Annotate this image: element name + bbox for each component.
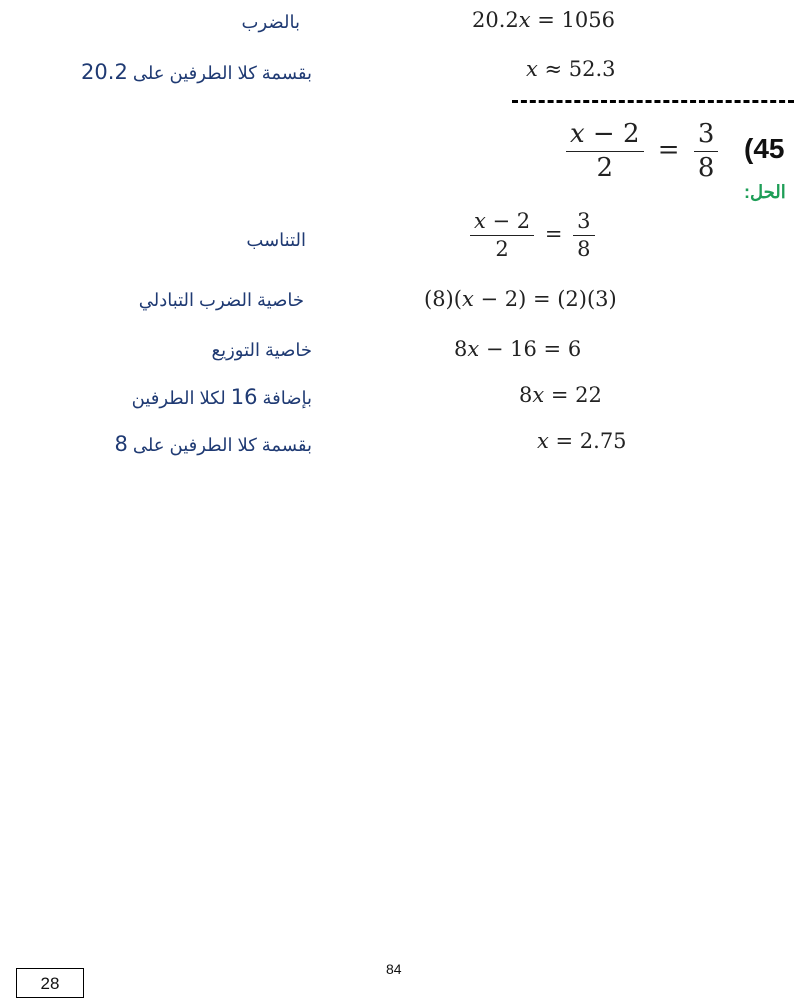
label-prev-1: بالضرب [241, 12, 300, 32]
question-number: (45 [744, 133, 785, 164]
equation-prev-1: 20.2x = 1056 [472, 8, 615, 32]
step-1-equation: $\frac{x - 2}{2}$ = $\frac{3}{8}$ [470, 210, 595, 261]
page-number: 84 [386, 961, 402, 977]
question-equation: $\frac{x - 2}{2}$ = $\frac{3}{8}$ [566, 120, 718, 182]
step-3-label: خاصية التوزيع [211, 340, 312, 360]
step-4-equation: 8x = 22 [519, 383, 602, 407]
separator-dashed-line [512, 100, 794, 103]
section-number-box: 28 [16, 968, 84, 998]
label-prev-2: بقسمة كلا الطرفين على 20.2 [81, 60, 312, 84]
step-3-equation: 8x − 16 = 6 [454, 337, 582, 361]
step-1-label: التناسب [246, 230, 306, 250]
solution-label: الحل: [744, 182, 786, 202]
step-5-label: بقسمة كلا الطرفين على 8 [114, 432, 312, 456]
step-2-equation: (8)(x − 2) = (2)(3) [424, 287, 617, 311]
step-2-label: خاصية الضرب التبادلي [138, 290, 304, 310]
step-5-equation: x = 2.75 [537, 429, 627, 453]
step-4-label: بإضافة 16 لكلا الطرفين [131, 385, 312, 409]
equation-prev-2: x ≈ 52.3 [526, 57, 616, 81]
